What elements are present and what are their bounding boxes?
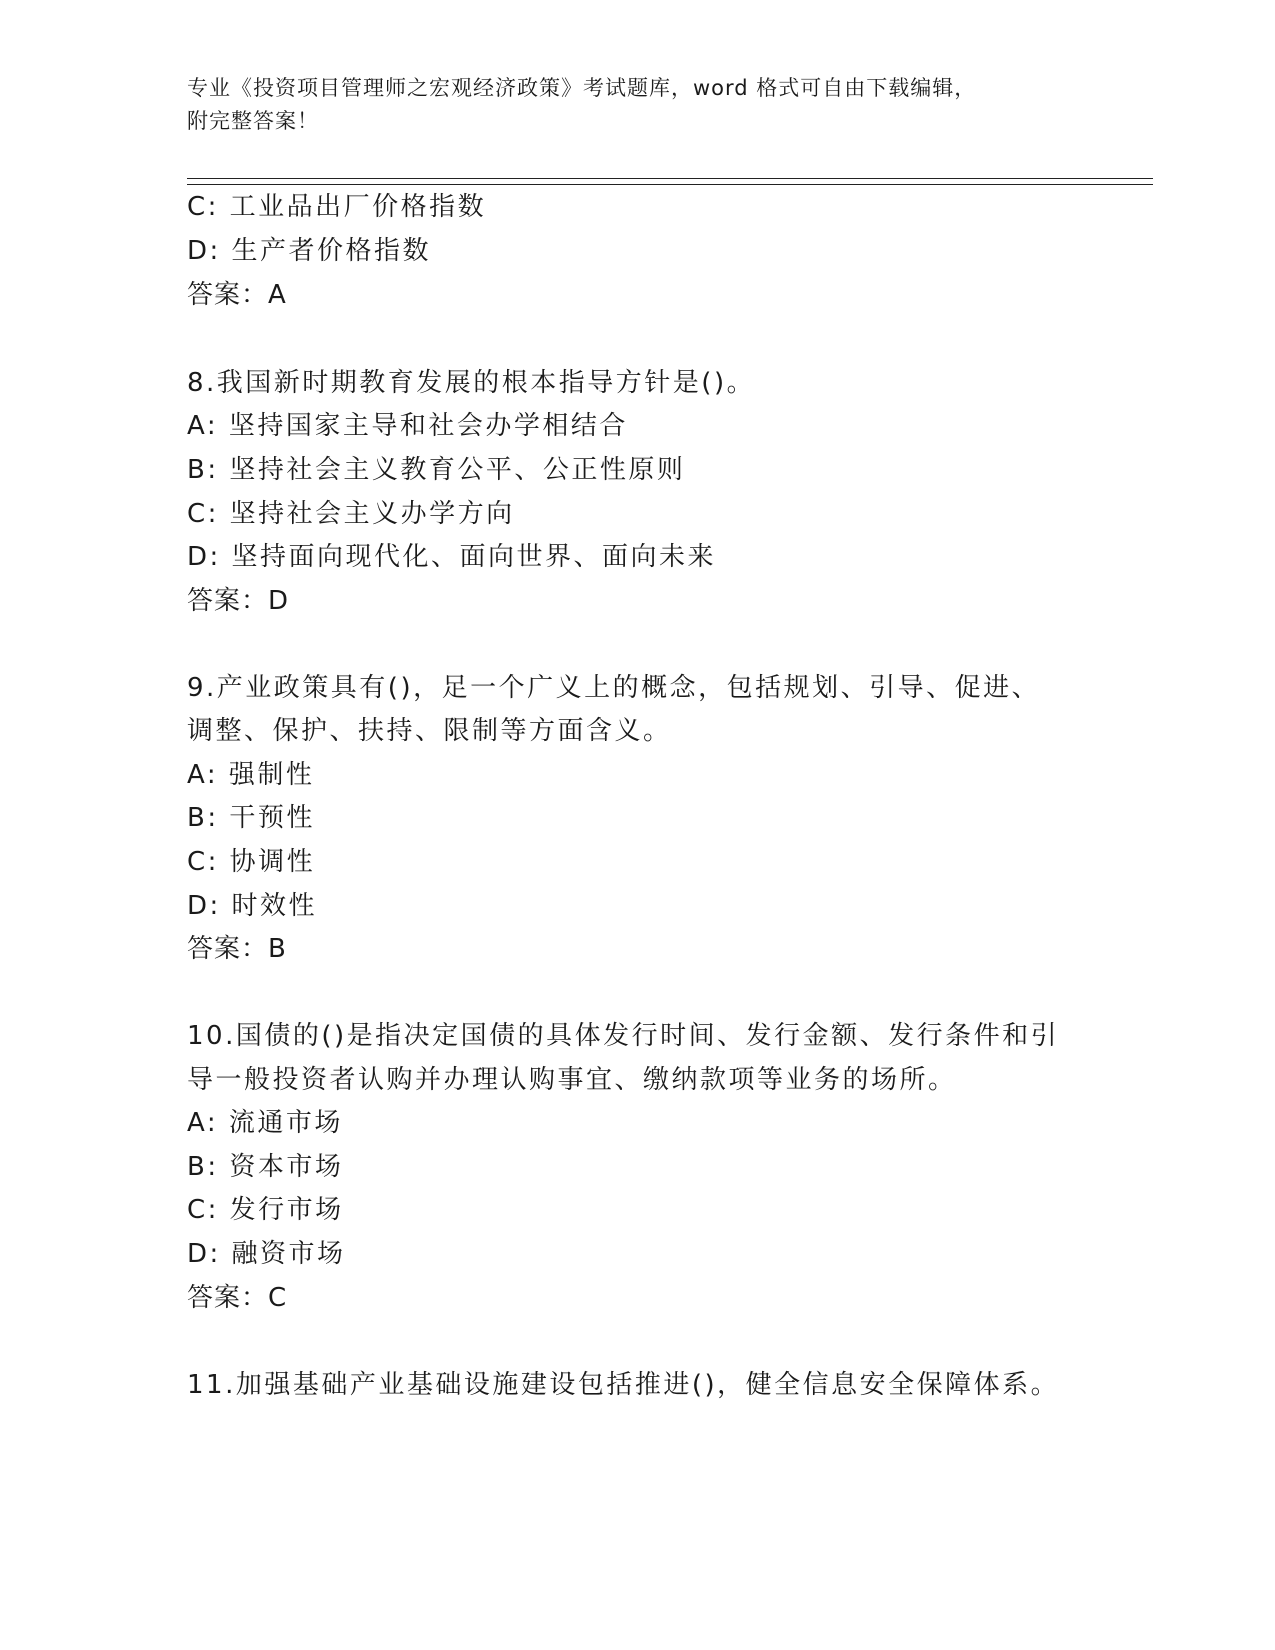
header-line-1: 专业《投资项目管理师之宏观经济政策》考试题库，word 格式可自由下载编辑， bbox=[187, 76, 977, 100]
document-header bbox=[187, 72, 1087, 138]
q10-stem-line-2: 导一般投资者认购并办理认购事宜、缴纳款项等业务的场所。 bbox=[187, 1065, 957, 1095]
q8-option-c: C: 坚持社会主义办学方向 bbox=[187, 499, 515, 529]
q11-stem: 11.加强基础产业基础设施建设包括推进()，健全信息安全保障体系。 bbox=[187, 1370, 1060, 1400]
q9-option-b: B: 干预性 bbox=[187, 803, 315, 833]
header-divider-top bbox=[187, 178, 1153, 179]
q9-stem-line-1: 9.产业政策具有()，足一个广义上的概念，包括规划、引导、促进、 bbox=[187, 673, 1041, 703]
q9-stem-line-2: 调整、保护、扶持、限制等方面含义。 bbox=[187, 716, 672, 746]
header-line-2: 附完整答案！ bbox=[187, 109, 319, 133]
q10-option-c: C: 发行市场 bbox=[187, 1195, 344, 1225]
q8-option-b: B: 坚持社会主义教育公平、公正性原则 bbox=[187, 455, 686, 485]
q8-option-d: D: 坚持面向现代化、面向世界、面向未来 bbox=[187, 542, 717, 572]
q8-answer: 答案：D bbox=[187, 586, 290, 616]
q10-option-d: D: 融资市场 bbox=[187, 1239, 346, 1269]
q10-answer: 答案：C bbox=[187, 1283, 288, 1313]
q9-option-a: A: 强制性 bbox=[187, 760, 315, 790]
q7-answer: 答案：A bbox=[187, 280, 287, 310]
header-divider-bottom bbox=[187, 184, 1153, 185]
q10-option-b: B: 资本市场 bbox=[187, 1152, 344, 1182]
q7-option-c: C: 工业品出厂价格指数 bbox=[187, 192, 487, 222]
q8-option-a: A: 坚持国家主导和社会办学相结合 bbox=[187, 411, 628, 441]
q9-option-c: C: 协调性 bbox=[187, 847, 316, 877]
q8-stem: 8.我国新时期教育发展的根本指导方针是()。 bbox=[187, 368, 756, 398]
q7-option-d: D: 生产者价格指数 bbox=[187, 236, 432, 266]
q9-option-d: D: 时效性 bbox=[187, 891, 318, 921]
q10-option-a: A: 流通市场 bbox=[187, 1108, 343, 1138]
q10-stem-line-1: 10.国债的()是指决定国债的具体发行时间、发行金额、发行条件和引 bbox=[187, 1021, 1060, 1051]
q9-answer: 答案：B bbox=[187, 934, 287, 964]
